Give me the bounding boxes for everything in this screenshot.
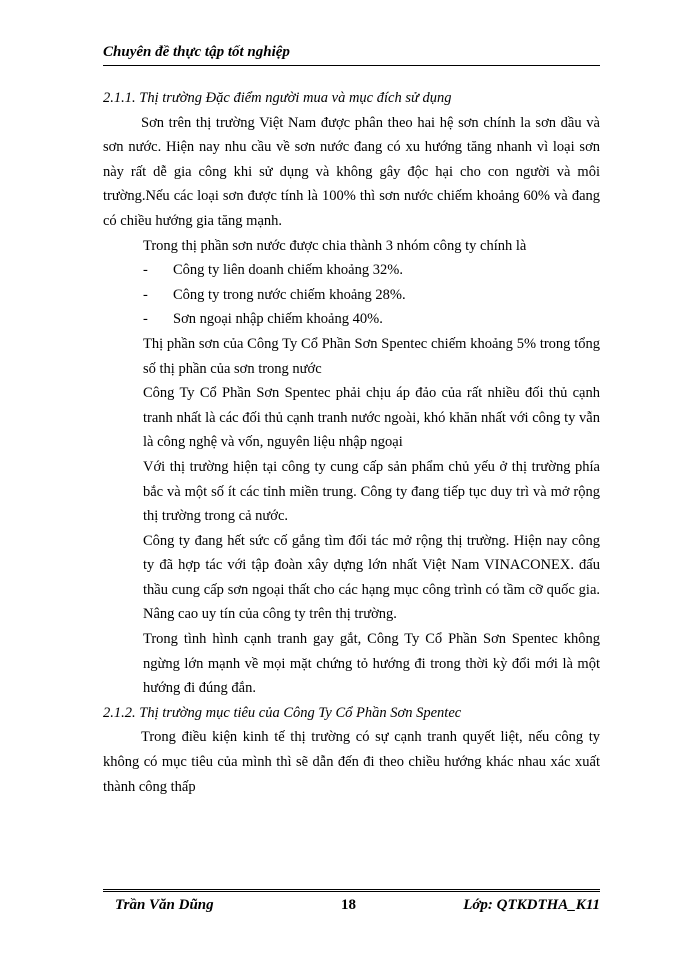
header-divider <box>103 65 600 66</box>
paragraph: Công Ty Cổ Phần Sơn Spentec phải chịu áp đảo của rất nhiều đối thủ cạnh tranh nhất là các đối thủ cạnh tranh nước ngoài, khó khăn nhất với công ty vẫn là công nghệ và vốn, nguyên liệu nhập ngoại <box>143 385 600 451</box>
footer-divider <box>103 889 600 892</box>
list-item: - Công ty liên doanh chiếm khoảng 32%. <box>103 258 600 283</box>
paragraph: Thị phần sơn của Công Ty Cổ Phần Sơn Spentec chiếm khoảng 5% trong tổng số thị phần của sơn trong nước <box>143 335 600 377</box>
footer-author: Trần Văn Dũng <box>115 897 214 913</box>
paragraph: Sơn trên thị trường Việt Nam được phân theo hai hệ sơn chính la sơn dầu và sơn nước. Hiện nay nhu cầu về sơn nước đang có xu hướng tăng nhanh vì loại sơn này rất dễ gia công khi sử dụng và không gây độc hại cho con người và môi trường.Nếu các loại sơn được tính là 100% thì sơn nước chiếm khoảng 60% và đang có chiều hướng gia tăng mạnh. <box>103 114 600 229</box>
paragraph: Với thị trường hiện tại công ty cung cấp sản phẩm chủ yếu ở thị trường phía bắc và một số ít các tỉnh miền trung. Công ty đang tiếp tục duy trì và mở rộng thị trường trong cả nước. <box>143 458 600 525</box>
paragraph: Công ty đang hết sức cố gắng tìm đối tác mở rộng thị trường. Hiện nay công ty đã hợp tác với tập đoàn xây dựng lớn nhất Việt Nam VINACONEX. đấu thầu cung cấp sơn ngoại thất cho các hạng mục công trình có tầm cỡ quốc gia. Nâng cao uy tín của công ty trên thị trường. <box>143 532 600 623</box>
list-item: - Sơn ngoại nhập chiếm khoảng 40%. <box>103 307 600 332</box>
dash-marker: - <box>143 311 148 328</box>
page-header-title: Chuyên đề thực tập tốt nghiệp <box>103 44 290 60</box>
paragraph: Trong điều kiện kinh tế thị trường có sự cạnh tranh quyết liệt, nếu công ty không có mục tiêu của mình thì sẽ dẫn đến đi theo chiều hướng khác nhau xác xuất thành công thấp <box>103 729 600 795</box>
page-number: 18 <box>341 897 356 913</box>
paragraph: Trong thị phần sơn nước được chia thành 3 nhóm công ty chính là <box>143 237 527 254</box>
dash-marker: - <box>143 262 148 279</box>
section-heading-2-1-1: 2.1.1. Thị trường Đặc điểm người mua và mục đích sử dụng <box>103 90 452 106</box>
paragraph: Trong tình hình cạnh tranh gay gắt, Công Ty Cổ Phần Sơn Spentec không ngừng lớn mạnh về mọi mặt chứng tỏ hướng đi trong thời kỳ đổi mới là một hướng đi đúng đắn. <box>143 631 600 697</box>
section-heading-2-1-2: 2.1.2. Thị trường mục tiêu của Công Ty Cổ Phần Sơn Spentec <box>103 704 462 721</box>
footer-class: Lớp: QTKDTHA_K11 <box>463 897 600 913</box>
dash-marker: - <box>143 286 148 303</box>
list-item: - Công ty trong nước chiếm khoảng 28%. <box>103 283 600 308</box>
document-body <box>103 86 600 799</box>
